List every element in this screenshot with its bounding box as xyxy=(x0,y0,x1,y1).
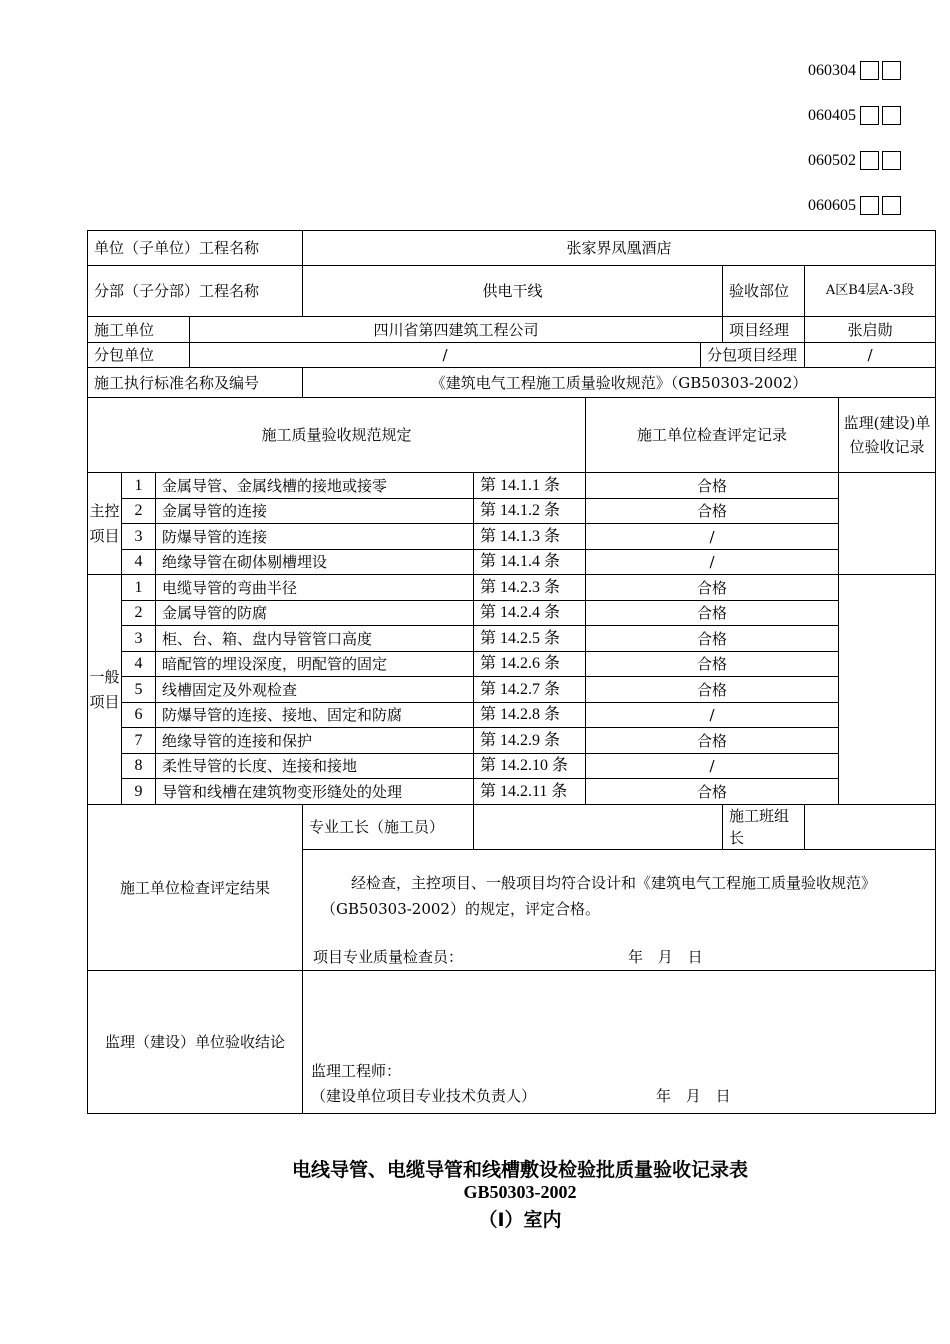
item-result[interactable]: 合格 xyxy=(586,728,839,754)
subcontractor-label: 分包单位 xyxy=(88,343,190,368)
form-title: 电线导管、电缆导管和线槽敷设检验批质量验收记录表 xyxy=(291,1159,748,1181)
item-number: 7 xyxy=(122,728,156,754)
item-name: 金属导管的连接 xyxy=(156,499,474,524)
item-name: 导管和线槽在建筑物变形缝处的处理 xyxy=(156,779,474,805)
table-row xyxy=(88,703,936,728)
owner-label: （建设单位项目专业技术负责人） xyxy=(311,1087,537,1105)
item-result[interactable]: 合格 xyxy=(586,499,839,524)
supervision-content[interactable] xyxy=(303,971,936,1114)
table-row xyxy=(88,524,936,550)
row-column-headers xyxy=(88,398,936,473)
standard-label: 施工执行标准名称及编号 xyxy=(88,368,303,398)
code-row xyxy=(808,138,904,183)
result-label: 施工单位检查评定结果 xyxy=(88,805,303,971)
item-clause: 第 14.2.11 条 xyxy=(474,779,586,805)
row-division-name xyxy=(88,266,936,317)
code-checkbox[interactable] xyxy=(882,151,901,170)
code-checkbox[interactable] xyxy=(860,151,879,170)
item-name: 电缆导管的弯曲半径 xyxy=(156,575,474,601)
inspector-label: 项目专业质量检查员： xyxy=(313,948,464,966)
table-row xyxy=(88,728,936,754)
item-number: 4 xyxy=(122,550,156,575)
contractor-value[interactable]: 四川省第四建筑工程公司 xyxy=(190,317,723,343)
item-name: 绝缘导管在砌体剔槽埋设 xyxy=(156,550,474,575)
main-items-supervision[interactable] xyxy=(839,473,936,575)
item-result[interactable]: 合格 xyxy=(586,626,839,652)
division-label: 分部（子分部）工程名称 xyxy=(88,266,303,317)
item-name: 防爆导管的连接、接地、固定和防腐 xyxy=(156,703,474,728)
item-result[interactable]: 合格 xyxy=(586,779,839,805)
code-checkbox[interactable] xyxy=(860,106,879,125)
code-checkbox[interactable] xyxy=(882,106,901,125)
item-clause: 第 14.2.7 条 xyxy=(474,677,586,703)
item-name: 防爆导管的连接 xyxy=(156,524,474,550)
item-clause: 第 14.1.2 条 xyxy=(474,499,586,524)
row-standard xyxy=(88,368,936,398)
code-checkbox[interactable] xyxy=(882,61,901,80)
sub-pm-label: 分包项目经理 xyxy=(701,343,805,368)
row-unit-name xyxy=(88,231,936,266)
item-result[interactable]: / xyxy=(586,550,839,575)
item-name: 柜、台、箱、盘内导管管口高度 xyxy=(156,626,474,652)
table-row xyxy=(88,575,936,601)
acceptance-part-label: 验收部位 xyxy=(723,266,805,317)
owner-signature-line xyxy=(311,1084,927,1109)
item-result[interactable]: 合格 xyxy=(586,677,839,703)
item-result[interactable]: / xyxy=(586,754,839,779)
code-checkbox[interactable] xyxy=(860,61,879,80)
spec-header: 施工质量验收规范规定 xyxy=(88,398,586,473)
code-row xyxy=(808,183,904,228)
row-contractor xyxy=(88,317,936,343)
row-supervision xyxy=(88,971,936,1114)
item-clause: 第 14.1.1 条 xyxy=(474,473,586,499)
supervision-label: 监理（建设）单位验收结论 xyxy=(88,971,303,1114)
item-name: 绝缘导管的连接和保护 xyxy=(156,728,474,754)
table-row xyxy=(88,473,936,499)
item-name: 金属导管的防腐 xyxy=(156,601,474,626)
row-foreman xyxy=(88,805,936,850)
result-date: 年 月 日 xyxy=(628,948,703,966)
item-clause: 第 14.2.5 条 xyxy=(474,626,586,652)
code-row xyxy=(808,48,904,93)
item-clause: 第 14.2.3 条 xyxy=(474,575,586,601)
table-row xyxy=(88,754,936,779)
item-number: 4 xyxy=(122,652,156,677)
table-row xyxy=(88,499,936,524)
table-row xyxy=(88,677,936,703)
result-signature-line xyxy=(303,922,935,968)
code-number: 060405 xyxy=(808,106,856,124)
code-number: 060502 xyxy=(808,151,856,169)
item-number: 9 xyxy=(122,779,156,805)
item-result[interactable]: / xyxy=(586,524,839,550)
item-number: 2 xyxy=(122,499,156,524)
code-checkbox[interactable] xyxy=(860,196,879,215)
unit-label: 单位（子单位）工程名称 xyxy=(88,231,303,266)
table-row xyxy=(88,779,936,805)
item-number: 6 xyxy=(122,703,156,728)
pm-label: 项目经理 xyxy=(723,317,805,343)
pm-value[interactable]: 张启勋 xyxy=(805,317,936,343)
form-codes xyxy=(808,48,904,228)
item-name: 暗配管的埋设深度，明配管的固定 xyxy=(156,652,474,677)
item-number: 2 xyxy=(122,601,156,626)
subcontractor-value[interactable]: / xyxy=(190,343,701,368)
code-number: 060304 xyxy=(808,61,856,79)
table-row xyxy=(88,550,936,575)
supervision-date: 年 月 日 xyxy=(656,1087,731,1105)
main-items-label: 主控项目 xyxy=(88,473,122,575)
result-text: 经检查，主控项目、一般项目均符合设计和《建筑电气工程施工质量验收规范》（GB50303-2002）的规定，评定合格。 xyxy=(321,874,877,918)
item-number: 1 xyxy=(122,473,156,499)
contractor-label: 施工单位 xyxy=(88,317,190,343)
standard-value[interactable]: 《建筑电气工程施工质量验收规范》（GB50303-2002） xyxy=(303,368,936,398)
form-subtitle: （Ⅰ）室内 xyxy=(478,1209,562,1231)
item-result[interactable]: 合格 xyxy=(586,473,839,499)
code-number: 060605 xyxy=(808,196,856,214)
item-clause: 第 14.2.6 条 xyxy=(474,652,586,677)
item-result[interactable]: 合格 xyxy=(586,575,839,601)
item-clause: 第 14.2.8 条 xyxy=(474,703,586,728)
result-content[interactable] xyxy=(303,850,936,971)
item-number: 3 xyxy=(122,626,156,652)
item-clause: 第 14.1.3 条 xyxy=(474,524,586,550)
team-leader-value[interactable] xyxy=(805,805,936,850)
acceptance-record-table xyxy=(87,230,936,1114)
item-result[interactable]: 合格 xyxy=(586,652,839,677)
unit-value[interactable]: 张家界凤凰酒店 xyxy=(303,231,936,266)
item-name: 柔性导管的长度、连接和接地 xyxy=(156,754,474,779)
division-value[interactable]: 供电干线 xyxy=(303,266,723,317)
table-row xyxy=(88,652,936,677)
code-checkbox[interactable] xyxy=(882,196,901,215)
general-items-supervision[interactable] xyxy=(839,575,936,805)
item-name: 线槽固定及外观检查 xyxy=(156,677,474,703)
engineer-label: 监理工程师： xyxy=(311,1062,402,1080)
item-number: 8 xyxy=(122,754,156,779)
supervision-header: 监理(建设)单位验收记录 xyxy=(839,398,936,473)
item-result[interactable]: / xyxy=(586,703,839,728)
item-clause: 第 14.2.10 条 xyxy=(474,754,586,779)
general-items-label: 一般项目 xyxy=(88,575,122,805)
item-name: 金属导管、金属线槽的接地或接零 xyxy=(156,473,474,499)
item-clause: 第 14.2.4 条 xyxy=(474,601,586,626)
form-standard: GB50303-2002 xyxy=(463,1182,577,1202)
record-header: 施工单位检查评定记录 xyxy=(586,398,839,473)
acceptance-part-value[interactable]: A区B4层A-3段 xyxy=(805,266,936,317)
table-row xyxy=(88,601,936,626)
code-row xyxy=(808,93,904,138)
item-number: 1 xyxy=(122,575,156,601)
sub-pm-value[interactable]: / xyxy=(805,343,936,368)
item-number: 5 xyxy=(122,677,156,703)
table-row xyxy=(88,626,936,652)
foreman-value[interactable] xyxy=(474,805,723,850)
foreman-label: 专业工长（施工员） xyxy=(303,805,474,850)
item-clause: 第 14.2.9 条 xyxy=(474,728,586,754)
item-number: 3 xyxy=(122,524,156,550)
item-clause: 第 14.1.4 条 xyxy=(474,550,586,575)
row-subcontractor xyxy=(88,343,936,368)
item-result[interactable]: 合格 xyxy=(586,601,839,626)
team-leader-label: 施工班组长 xyxy=(723,805,805,850)
